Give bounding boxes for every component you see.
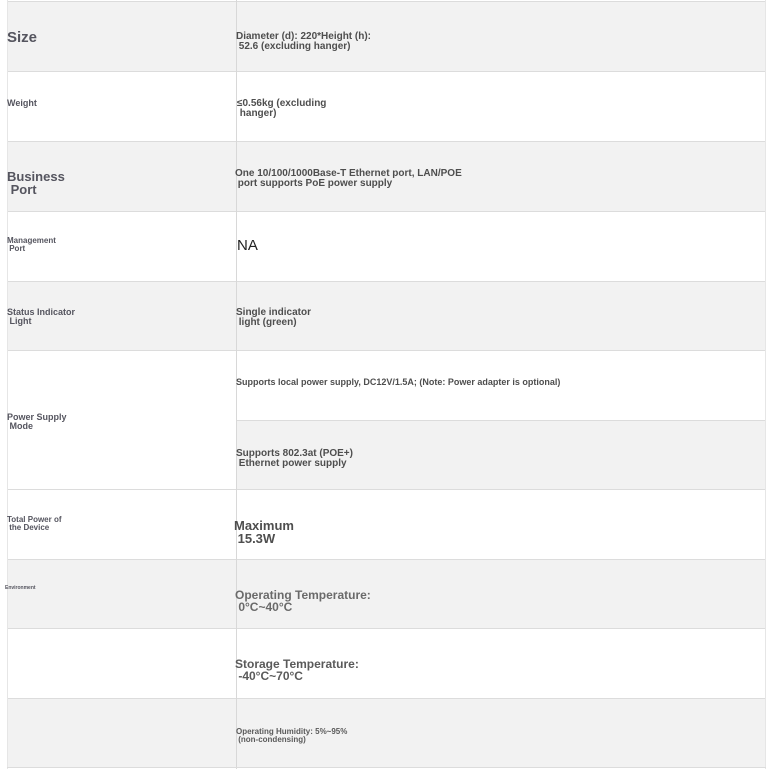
- label-power-supply-mode: Power Supply Mode: [7, 412, 67, 431]
- label-environment: Environment: [5, 585, 36, 591]
- label-business-port: Business Port: [7, 169, 65, 197]
- row-management-port: [7, 211, 766, 281]
- value-operating-temp: Operating Temperature: 0°C~40°C: [235, 588, 371, 614]
- value-power-supply-poe: Supports 802.3at (POE+) Ethernet power supply: [236, 448, 353, 469]
- value-size: Diameter (d): 220*Height (h): 52.6 (excluding hanger): [236, 31, 372, 52]
- value-status-indicator: Single indicator light (green): [236, 307, 312, 328]
- label-status-indicator: Status Indicator Light: [7, 307, 76, 326]
- row-environment-operating-temp: [7, 559, 766, 628]
- value-business-port: One 10/100/1000Base-T Ethernet port, LAN/POE port supports PoE power supply: [235, 168, 462, 189]
- label-management-port: Management Port: [7, 236, 56, 253]
- row-status-indicator: [7, 281, 766, 350]
- row-weight: [7, 71, 766, 141]
- table-left-border: [7, 0, 8, 769]
- value-power-supply-local: Supports local power supply, DC12V/1.5A; (Note: Power adapter is optional): [236, 377, 561, 387]
- row-total-power: [7, 489, 766, 559]
- row-environment-storage-temp: [7, 628, 766, 698]
- label-weight: Weight: [7, 98, 37, 108]
- row-environment-humidity: [7, 698, 766, 768]
- table-right-border: [765, 0, 766, 769]
- label-total-power: Total Power of the Device: [7, 515, 62, 532]
- table-bottom-border: [7, 767, 766, 768]
- value-operating-humidity: Operating Humidity: 5%~95% (non-condensing): [236, 727, 348, 744]
- value-weight: ≤0.56kg (excluding hanger): [237, 98, 327, 119]
- label-size: Size: [7, 29, 38, 46]
- value-management-port: NA: [237, 237, 258, 254]
- row-size: [7, 1, 766, 71]
- value-storage-temp: Storage Temperature: -40°C~70°C: [235, 657, 359, 683]
- value-total-power: Maximum 15.3W: [234, 518, 294, 546]
